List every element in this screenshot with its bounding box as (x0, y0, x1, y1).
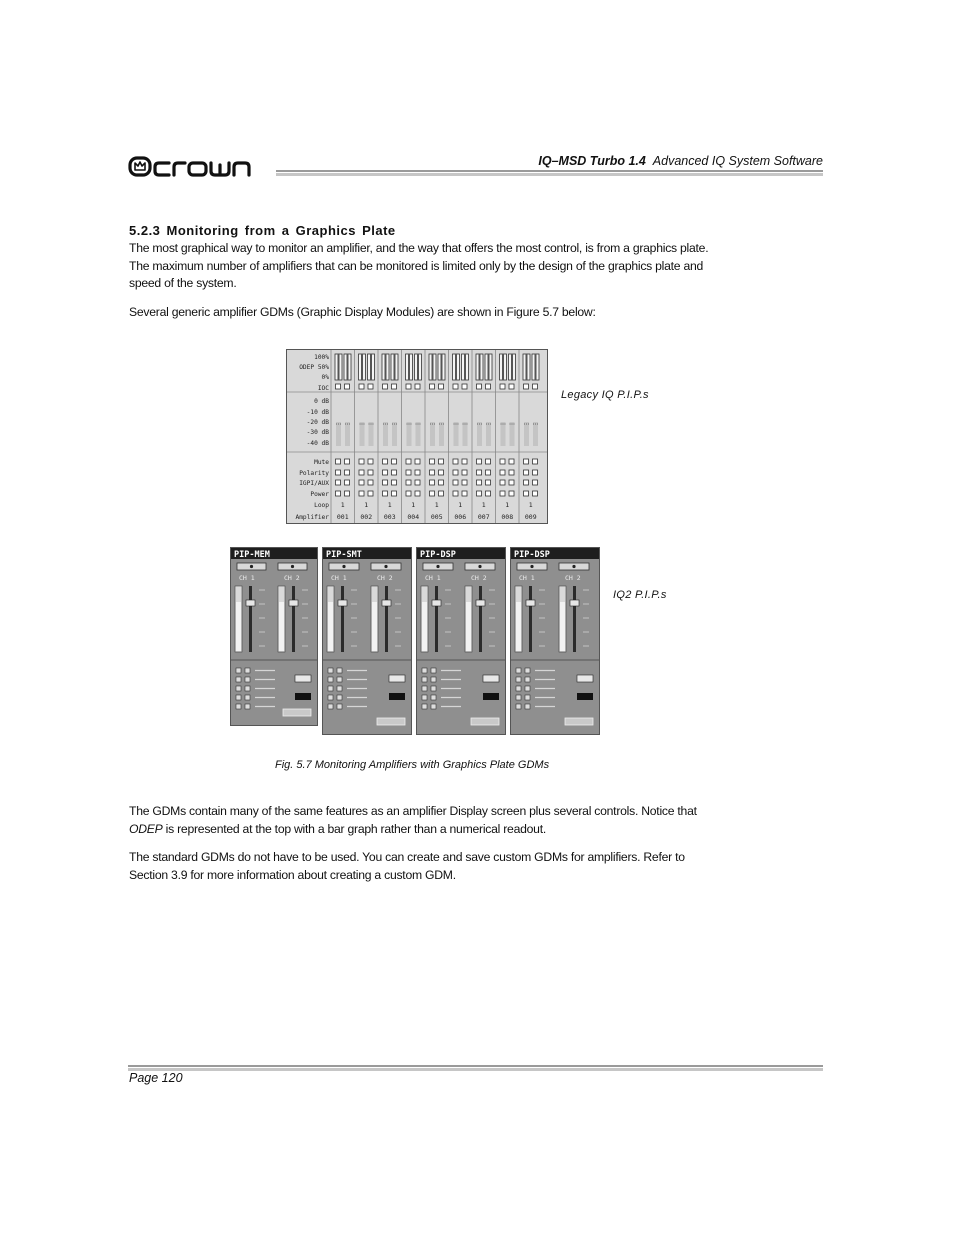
status-checkbox (328, 668, 333, 673)
level-meter-fill (279, 602, 284, 651)
level-meter (392, 422, 397, 446)
channel-label: CH 1 (239, 574, 255, 582)
amplifier-number: 002 (360, 513, 373, 521)
status-checkbox (422, 695, 427, 700)
level-meter (477, 422, 482, 446)
status-checkbox (368, 491, 373, 496)
button-dot (384, 565, 387, 568)
status-checkbox (245, 686, 250, 691)
value-readout-dark (577, 693, 593, 700)
odep-bar-fill (535, 354, 537, 380)
status-checkbox (345, 470, 350, 475)
status-checkbox (245, 704, 250, 709)
footer-rule-shadow (128, 1068, 823, 1071)
loop-value: 1 (458, 501, 463, 509)
fader-track (292, 586, 295, 652)
iq2-pip-label: IQ2 P.I.P.s (613, 589, 667, 601)
status-checkbox (533, 470, 538, 475)
row-label: IGPI/AUX (299, 480, 329, 487)
fader-track (479, 586, 482, 652)
ioc-indicator (477, 384, 482, 389)
status-checkbox (524, 480, 529, 485)
ioc-indicator (345, 384, 350, 389)
loop-value: 1 (411, 501, 416, 509)
odep-bar-fill (394, 354, 396, 380)
panel-title: PIP-DSP (420, 550, 456, 560)
status-checkbox (345, 480, 350, 485)
row-label: -40 dB (306, 440, 329, 447)
status-checkbox (431, 677, 436, 682)
status-checkbox (516, 695, 521, 700)
status-checkbox (368, 480, 373, 485)
ioc-indicator (462, 384, 467, 389)
button-dot (572, 565, 575, 568)
fader-knob (246, 600, 255, 606)
status-checkbox (430, 491, 435, 496)
ioc-indicator (453, 384, 458, 389)
odep-bar-fill (408, 354, 410, 380)
paragraph-gdm-features (129, 803, 714, 838)
amplifier-number: 004 (407, 513, 420, 521)
channel-label: CH 2 (471, 574, 487, 582)
row-label: IOC (317, 385, 329, 392)
status-checkbox (383, 470, 388, 475)
status-checkbox (453, 491, 458, 496)
status-checkbox (431, 704, 436, 709)
status-checkbox (453, 480, 458, 485)
ioc-indicator (524, 384, 529, 389)
header-rule (276, 170, 823, 172)
iq2-pip-graphic (511, 548, 599, 734)
loop-value: 1 (387, 501, 392, 509)
header-subtitle: Advanced IQ System Software (652, 154, 823, 168)
status-checkbox (516, 686, 521, 691)
value-readout (483, 675, 499, 682)
channel-label: CH 2 (284, 574, 300, 582)
ioc-indicator (415, 384, 420, 389)
level-meter-fill (372, 602, 377, 651)
status-checkbox (368, 470, 373, 475)
status-checkbox (415, 470, 420, 475)
loop-value: 1 (505, 501, 510, 509)
status-checkbox (430, 480, 435, 485)
ioc-indicator (392, 384, 397, 389)
level-meter (430, 422, 435, 446)
row-label: 0% (321, 374, 329, 381)
value-readout-dark (389, 693, 405, 700)
fader-track (249, 586, 252, 652)
status-checkbox (516, 668, 521, 673)
status-checkbox (524, 459, 529, 464)
iq2-pip-graphic (323, 548, 411, 734)
value-readout (389, 675, 405, 682)
status-checkbox (462, 480, 467, 485)
level-meter (369, 422, 374, 446)
legacy-pip-label: Legacy IQ P.I.P.s (561, 389, 649, 401)
row-label: Mute (314, 459, 329, 466)
iq2-pip-panel (230, 547, 318, 726)
status-checkbox (431, 668, 436, 673)
status-checkbox (392, 459, 397, 464)
iq2-pip-panel (510, 547, 600, 735)
level-meter (336, 422, 341, 446)
status-checkbox (477, 459, 482, 464)
level-meter (486, 422, 491, 446)
button-dot (530, 565, 533, 568)
level-meter (533, 422, 538, 446)
level-meter (360, 422, 365, 446)
row-label: -20 dB (306, 419, 329, 426)
header-product: IQ–MSD Turbo 1.4 (538, 154, 646, 168)
status-checkbox (500, 491, 505, 496)
row-label: Power (310, 491, 329, 498)
odep-bar-fill (526, 354, 528, 380)
status-checkbox (422, 677, 427, 682)
status-checkbox (328, 677, 333, 682)
status-checkbox (500, 459, 505, 464)
row-label: -10 dB (306, 409, 329, 416)
level-meter-fill (560, 602, 565, 651)
status-checkbox (245, 695, 250, 700)
fader-knob (476, 600, 485, 606)
amplifier-number: 001 (336, 513, 349, 521)
status-checkbox (422, 686, 427, 691)
panel-title: PIP-SMT (326, 550, 362, 560)
level-meter (510, 422, 515, 446)
status-checkbox (406, 491, 411, 496)
status-checkbox (328, 695, 333, 700)
ioc-indicator (486, 384, 491, 389)
status-checkbox (359, 491, 364, 496)
status-checkbox (430, 470, 435, 475)
status-checkbox (525, 668, 530, 673)
status-checkbox (486, 459, 491, 464)
status-checkbox (337, 704, 342, 709)
odep-bar-fill (361, 354, 363, 380)
ioc-indicator (406, 384, 411, 389)
section-heading: 5.2.3 Monitoring from a Graphics Plate (129, 223, 396, 238)
status-checkbox (245, 668, 250, 673)
fader-knob (526, 600, 535, 606)
paragraph-intro: The most graphical way to monitor an amplifier, and the way that offers the most control, is from a graphics plate. The maximum number of amplifiers that can be monitored is limited only by the design of the graphics plate and speed of the system. (129, 241, 709, 290)
status-checkbox (422, 668, 427, 673)
status-checkbox (509, 459, 514, 464)
panel-title: PIP-DSP (514, 550, 550, 560)
status-checkbox (439, 470, 444, 475)
row-label: Loop (314, 502, 329, 509)
status-checkbox (383, 491, 388, 496)
iq2-pip-graphic (417, 548, 505, 734)
odep-bar-fill (338, 354, 340, 380)
channel-label: CH 1 (331, 574, 347, 582)
amplifier-number: 006 (454, 513, 467, 521)
level-meter (439, 422, 444, 446)
value-readout-dark (295, 693, 311, 700)
loop-value: 1 (434, 501, 439, 509)
fader-track (385, 586, 388, 652)
status-checkbox (406, 480, 411, 485)
status-checkbox (477, 491, 482, 496)
button-dot (250, 565, 253, 568)
status-checkbox (477, 470, 482, 475)
loop-value: 1 (481, 501, 486, 509)
level-meter-fill (236, 602, 241, 651)
level-meter-fill (422, 602, 427, 651)
row-label: 0 dB (314, 398, 329, 405)
ioc-indicator (439, 384, 444, 389)
status-checkbox (509, 470, 514, 475)
figure-caption: Fig. 5.7 Monitoring Amplifiers with Graphics Plate GDMs (275, 759, 550, 771)
level-meter-fill (328, 602, 333, 651)
status-checkbox (477, 480, 482, 485)
status-checkbox (337, 677, 342, 682)
status-checkbox (431, 695, 436, 700)
status-box (565, 718, 593, 725)
status-checkbox (359, 480, 364, 485)
loop-value: 1 (364, 501, 369, 509)
status-checkbox (336, 470, 341, 475)
status-checkbox (337, 668, 342, 673)
status-checkbox (368, 459, 373, 464)
status-checkbox (328, 704, 333, 709)
status-checkbox (345, 491, 350, 496)
odep-bar-fill (347, 354, 349, 380)
value-readout (577, 675, 593, 682)
status-checkbox (524, 491, 529, 496)
button-dot (342, 565, 345, 568)
row-label: ODEP 50% (299, 364, 329, 371)
value-readout-dark (483, 693, 499, 700)
status-checkbox (406, 470, 411, 475)
para3-text-end: is represented at the top with a bar graph rather than a numerical readout. (162, 821, 546, 836)
odep-bar-fill (502, 354, 504, 380)
status-checkbox (406, 459, 411, 464)
ioc-indicator (383, 384, 388, 389)
para3-text: The GDMs contain many of the same features as an amplifier Display screen plus several controls. Notice that (129, 804, 697, 818)
status-checkbox (415, 459, 420, 464)
channel-label: CH 1 (519, 574, 535, 582)
ioc-indicator (336, 384, 341, 389)
status-checkbox (453, 459, 458, 464)
row-label: -30 dB (306, 429, 329, 436)
status-checkbox (431, 686, 436, 691)
status-checkbox (500, 480, 505, 485)
amplifier-number: 007 (477, 513, 490, 521)
odep-term: ODEP (129, 821, 163, 836)
level-meter (463, 422, 468, 446)
iq2-pip-panel (322, 547, 412, 735)
status-checkbox (337, 695, 342, 700)
odep-bar-fill (441, 354, 443, 380)
header-rule-shadow (276, 173, 823, 176)
status-checkbox (516, 677, 521, 682)
button-dot (478, 565, 481, 568)
level-meter (345, 422, 350, 446)
odep-bar-fill (370, 354, 372, 380)
odep-bar-fill (385, 354, 387, 380)
status-checkbox (336, 491, 341, 496)
status-checkbox (462, 491, 467, 496)
fader-knob (570, 600, 579, 606)
status-checkbox (336, 480, 341, 485)
panel-title: PIP-MEM (234, 550, 270, 560)
status-checkbox (439, 459, 444, 464)
status-box (471, 718, 499, 725)
odep-bar-fill (488, 354, 490, 380)
status-checkbox (462, 459, 467, 464)
odep-bar-fill (511, 354, 513, 380)
legacy-pip-graphic (287, 350, 547, 523)
status-checkbox (462, 470, 467, 475)
page-number: Page 120 (129, 1071, 183, 1085)
value-readout (295, 675, 311, 682)
fader-knob (432, 600, 441, 606)
status-checkbox (516, 704, 521, 709)
level-meter (501, 422, 506, 446)
status-checkbox (337, 686, 342, 691)
row-label: 100% (314, 354, 329, 361)
button-dot (436, 565, 439, 568)
status-checkbox (509, 480, 514, 485)
ioc-indicator (533, 384, 538, 389)
status-checkbox (245, 677, 250, 682)
level-meter (383, 422, 388, 446)
status-checkbox (525, 677, 530, 682)
legacy-pip-panel (286, 349, 548, 524)
status-checkbox (359, 459, 364, 464)
status-checkbox (236, 668, 241, 673)
status-checkbox (345, 459, 350, 464)
odep-bar-fill (464, 354, 466, 380)
paragraph-custom-gdm: The standard GDMs do not have to be used. You can create and save custom GDMs for amplifiers. Refer to Section 3.9 for more information about creating a custom GDM. (129, 850, 685, 882)
paragraph-gdm-list: Several generic amplifier GDMs (Graphic Display Modules) are shown in Figure 5.7 below: (129, 305, 596, 319)
status-checkbox (392, 480, 397, 485)
fader-track (529, 586, 532, 652)
button-dot (291, 565, 294, 568)
status-checkbox (415, 491, 420, 496)
status-checkbox (533, 480, 538, 485)
odep-bar-fill (432, 354, 434, 380)
status-checkbox (392, 491, 397, 496)
status-checkbox (336, 459, 341, 464)
status-checkbox (509, 491, 514, 496)
ioc-indicator (359, 384, 364, 389)
crown-logo (128, 152, 278, 180)
level-meter (407, 422, 412, 446)
status-checkbox (525, 704, 530, 709)
status-checkbox (392, 470, 397, 475)
status-checkbox (525, 686, 530, 691)
footer-rule (128, 1065, 823, 1067)
ioc-indicator (368, 384, 373, 389)
status-checkbox (415, 480, 420, 485)
fader-track (435, 586, 438, 652)
status-checkbox (439, 480, 444, 485)
channel-label: CH 2 (377, 574, 393, 582)
status-checkbox (524, 470, 529, 475)
channel-label: CH 1 (425, 574, 441, 582)
row-label: Polarity (299, 470, 329, 477)
fader-track (341, 586, 344, 652)
status-box (377, 718, 405, 725)
odep-bar-fill (417, 354, 419, 380)
amplifier-number: 003 (383, 513, 396, 521)
odep-bar-fill (479, 354, 481, 380)
level-meter-fill (516, 602, 521, 651)
loop-value: 1 (340, 501, 345, 509)
level-meter-fill (466, 602, 471, 651)
status-checkbox (486, 491, 491, 496)
odep-bar-fill (455, 354, 457, 380)
status-checkbox (453, 470, 458, 475)
status-checkbox (486, 470, 491, 475)
ioc-indicator (509, 384, 514, 389)
level-meter (416, 422, 421, 446)
ioc-indicator (500, 384, 505, 389)
status-checkbox (533, 491, 538, 496)
iq2-pip-graphic (231, 548, 317, 725)
status-checkbox (422, 704, 427, 709)
status-checkbox (359, 470, 364, 475)
amplifier-number: 005 (430, 513, 443, 521)
status-checkbox (430, 459, 435, 464)
header-doc-title (538, 154, 823, 168)
loop-value: 1 (528, 501, 533, 509)
status-checkbox (236, 686, 241, 691)
fader-knob (382, 600, 391, 606)
status-checkbox (533, 459, 538, 464)
status-checkbox (500, 470, 505, 475)
status-checkbox (439, 491, 444, 496)
channel-label: CH 2 (565, 574, 581, 582)
fader-track (573, 586, 576, 652)
status-checkbox (236, 695, 241, 700)
ioc-indicator (430, 384, 435, 389)
status-checkbox (383, 480, 388, 485)
status-box (283, 709, 311, 716)
status-checkbox (525, 695, 530, 700)
level-meter (524, 422, 529, 446)
status-checkbox (236, 677, 241, 682)
row-label: Amplifier (295, 514, 329, 521)
level-meter (454, 422, 459, 446)
status-checkbox (486, 480, 491, 485)
amplifier-number: 008 (501, 513, 514, 521)
status-checkbox (328, 686, 333, 691)
iq2-pip-panel (416, 547, 506, 735)
status-checkbox (236, 704, 241, 709)
fader-knob (289, 600, 298, 606)
fader-knob (338, 600, 347, 606)
status-checkbox (383, 459, 388, 464)
amplifier-number: 009 (524, 513, 537, 521)
